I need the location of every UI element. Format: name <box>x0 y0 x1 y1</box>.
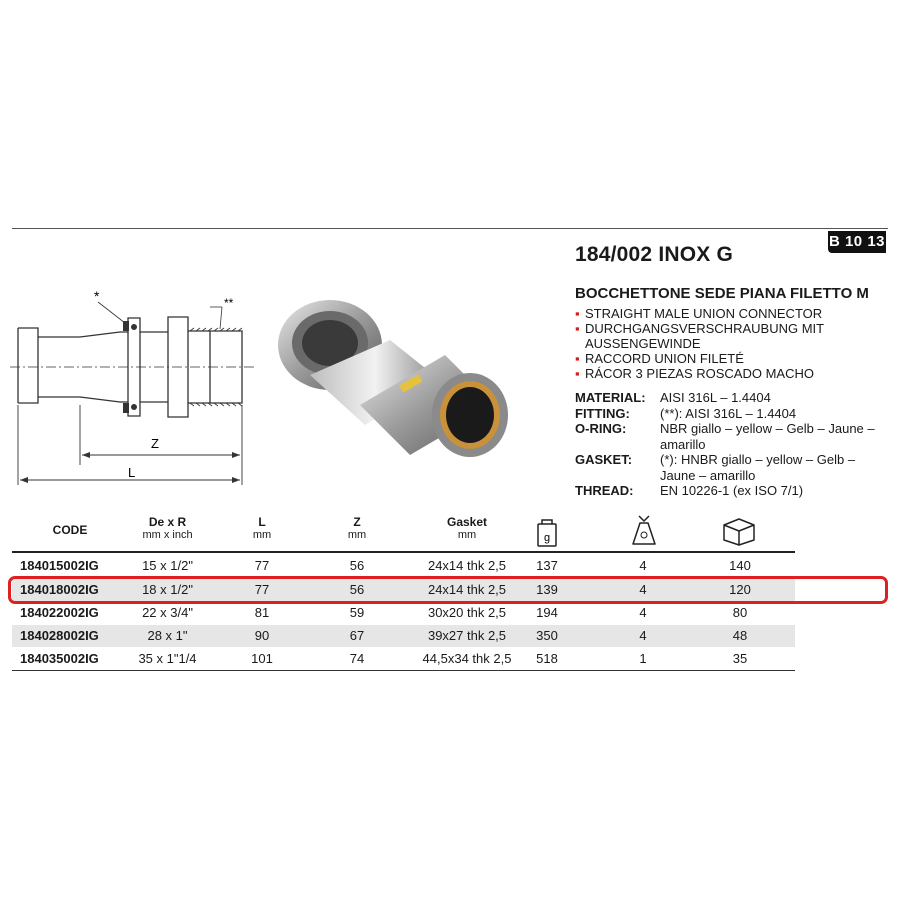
header-gasket: Gasket mm <box>446 515 488 541</box>
description-list <box>575 306 875 381</box>
description-item: ▪ RACCORD UNION FILETÉ <box>575 351 744 366</box>
spec-oring: O-RING: NBR giallo – yellow – Gelb – Jaune – amarillo <box>575 421 875 452</box>
header-de-r: De x R mm x inch <box>142 515 193 541</box>
spec-material: MATERIAL: AISI 316L – 1.4404 <box>575 390 771 405</box>
bag-icon <box>631 514 657 548</box>
spec-fitting: FITTING: (**): AISI 316L – 1.4404 <box>575 405 797 421</box>
top-divider <box>12 228 888 229</box>
product-title: 184/002 INOX G <box>575 243 734 266</box>
bullet-icon: ▪ <box>575 321 580 336</box>
weight-unit-label: g <box>543 532 551 544</box>
description-item: ▪ STRAIGHT MALE UNION CONNECTOR <box>575 306 823 321</box>
table-bottom-divider <box>12 670 795 671</box>
table-row: 184028002IG 28 x 1" 90 67 39x27 thk 2,5 350 4 48 <box>12 625 795 647</box>
leader-star-single: * <box>94 288 100 304</box>
box-icon <box>722 516 756 546</box>
weight-icon <box>537 518 557 548</box>
dimension-z-label: Z <box>151 436 159 451</box>
header-code: CODE <box>52 523 88 537</box>
catalog-badge: B 10 13 <box>828 231 886 253</box>
bullet-icon: ▪ <box>575 351 580 366</box>
dimension-l-label: L <box>128 465 136 480</box>
bullet-icon: ▪ <box>575 366 580 381</box>
technical-drawing <box>10 285 255 485</box>
table-row: 184015002IG 15 x 1/2" 77 56 24x14 thk 2,5 137 4 140 <box>20 558 751 573</box>
header-z: Z mm <box>347 515 367 541</box>
spec-list <box>575 390 885 499</box>
leader-star-double: ** <box>224 296 234 310</box>
table-row: 184018002IG 18 x 1/2" 77 56 24x14 thk 2,5 139 4 120 <box>12 579 795 601</box>
table-header-divider <box>12 551 795 553</box>
product-subtitle: BOCCHETTONE SEDE PIANA FILETTO M <box>575 285 869 302</box>
bullet-icon: ▪ <box>575 306 580 321</box>
spec-gasket: GASKET: (*): HNBR giallo – yellow – Gelb – Jaune – amarillo <box>575 452 856 483</box>
table-row: 184022002IG 22 x 3/4" 81 59 30x20 thk 2,5 194 4 80 <box>20 605 748 620</box>
row-highlight-box <box>8 576 888 604</box>
header-l: L mm <box>252 515 272 541</box>
description-item: ▪ RÁCOR 3 PIEZAS ROSCADO MACHO <box>575 366 814 381</box>
spec-thread: THREAD: EN 10226-1 (ex ISO 7/1) <box>575 483 804 498</box>
product-photo <box>270 285 520 475</box>
description-item: ▪ DURCHGANGSVERSCHRAUBUNG MIT AUSSENGEWINDE <box>575 321 824 351</box>
table-row: 184035002IG 35 x 1"1/4 101 74 44,5x34 thk 2,5 518 1 35 <box>20 651 748 666</box>
